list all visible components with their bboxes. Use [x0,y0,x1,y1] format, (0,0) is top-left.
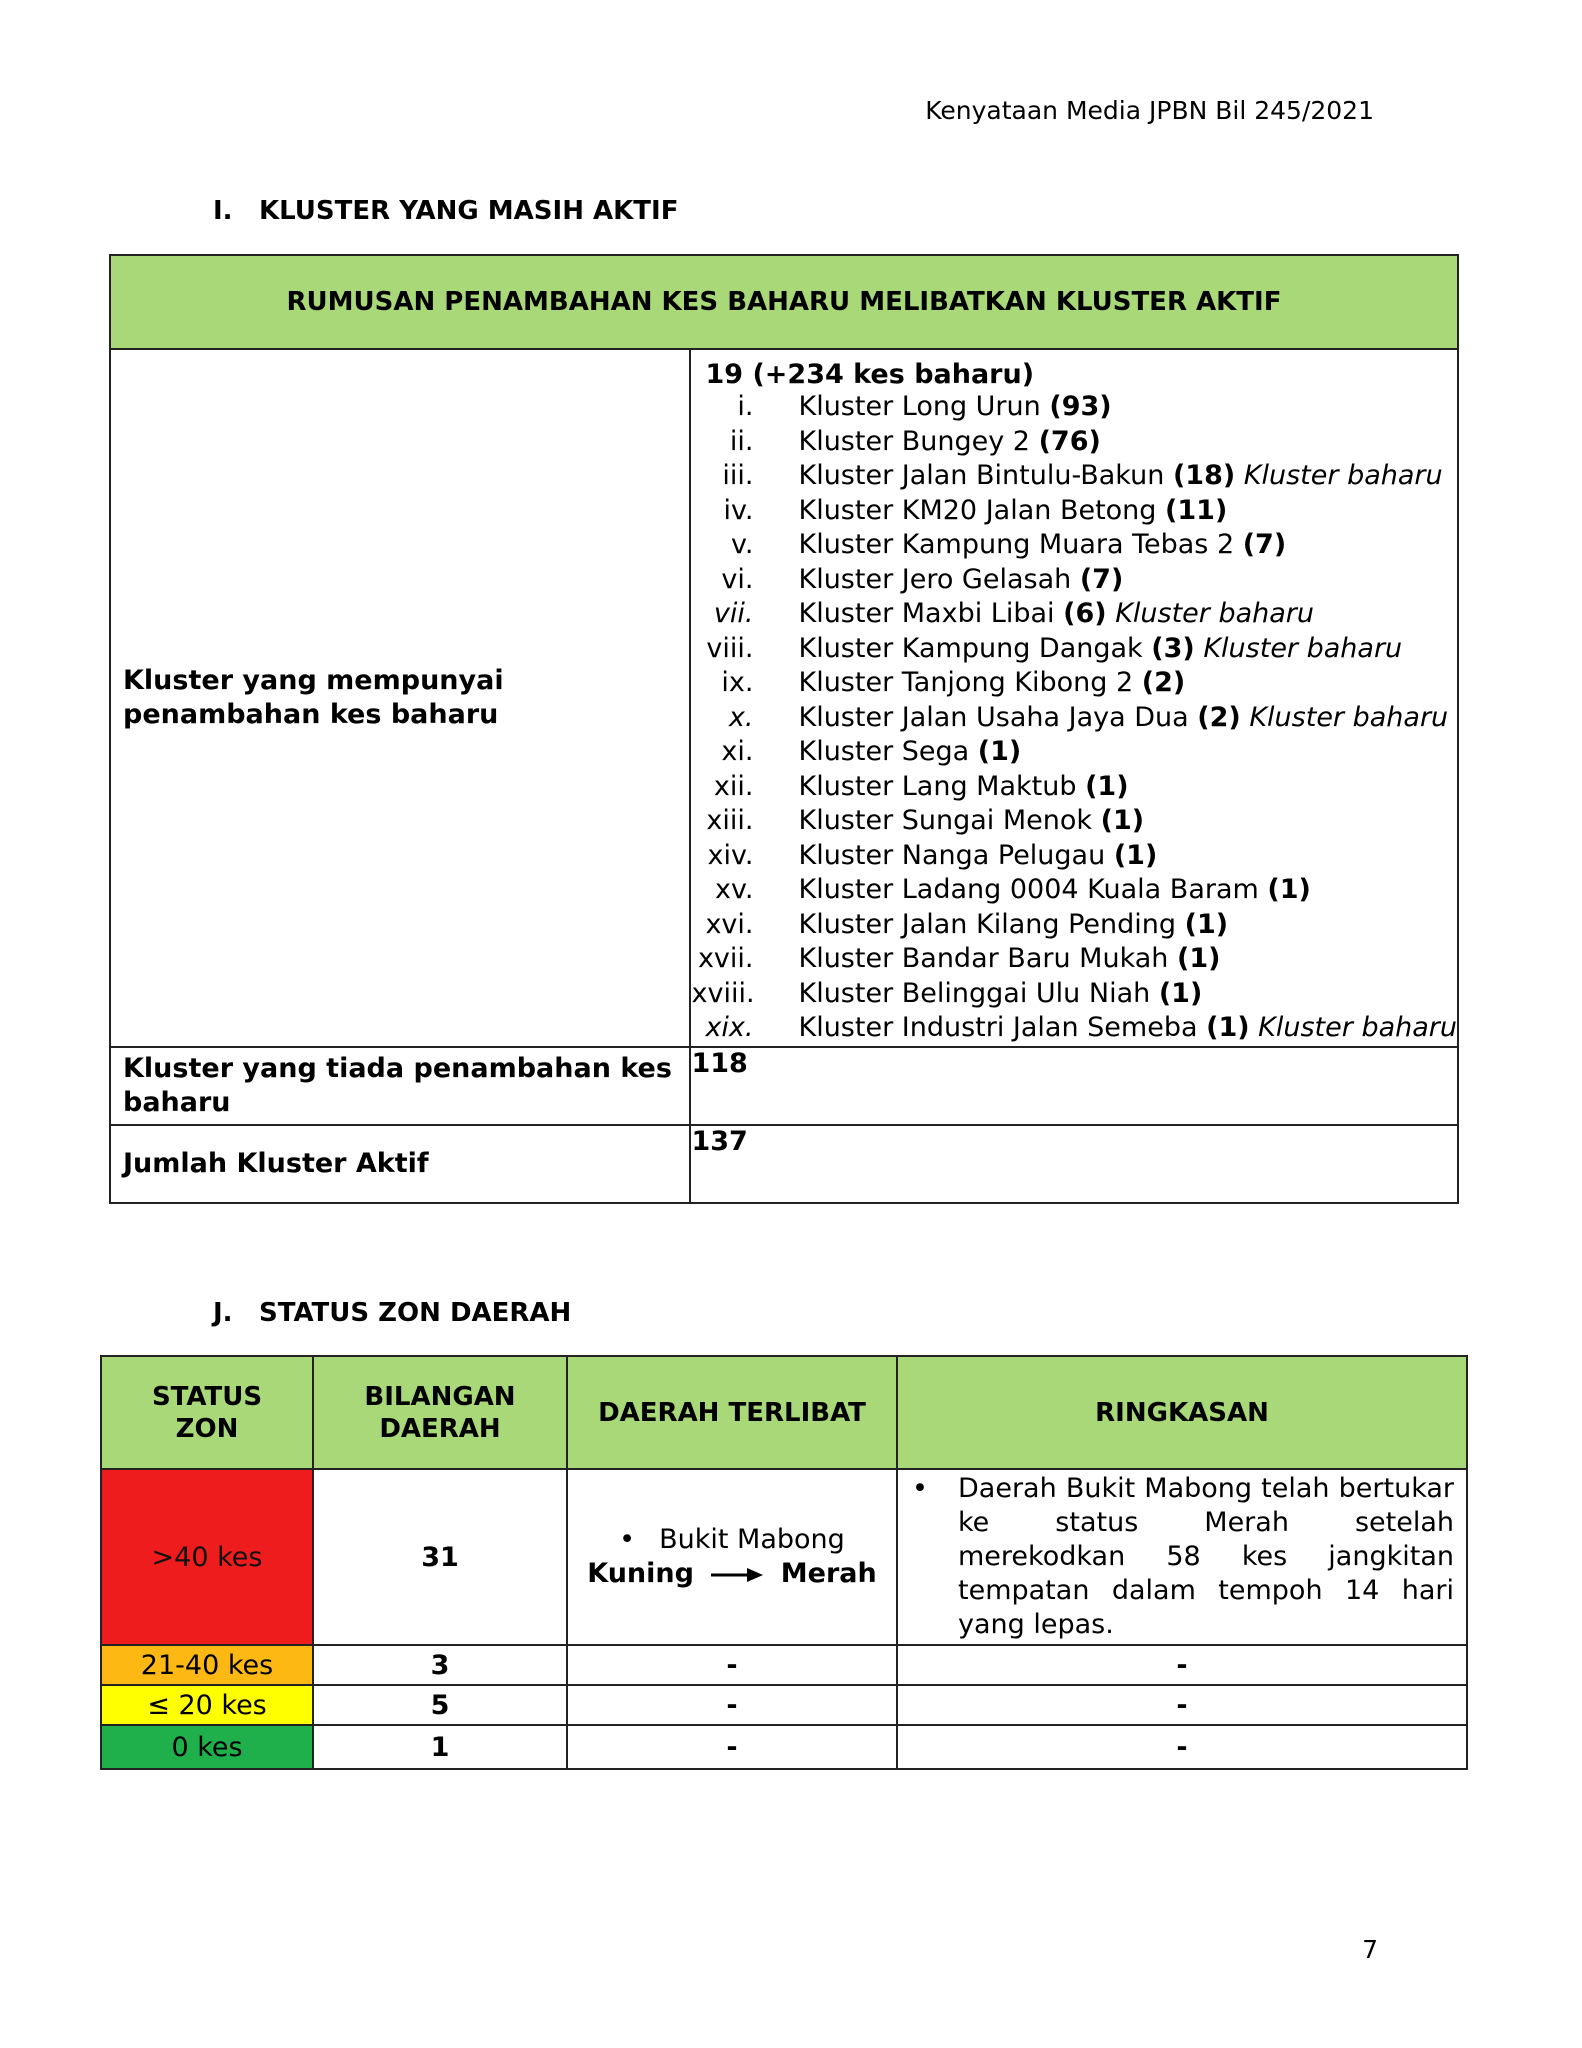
cluster-name: Kluster Tanjong Kibong 2 [798,667,1134,698]
page-number: 7 [1362,1935,1378,1964]
list-item [691,528,1457,563]
header-areas: DAERAH TERLIBAT [567,1356,897,1469]
zone-red-cell: >40 kes [101,1469,313,1645]
table-banner: RUMUSAN PENAMBAHAN KES BAHARU MELIBATKAN KLUSTER AKTIF [110,255,1458,349]
cluster-number: ix. [721,667,754,698]
cluster-case-count: (1) [1113,839,1158,871]
cluster-entry [798,701,1448,736]
total-active-clusters-label: Jumlah Kluster Aktif [110,1125,690,1203]
list-item [691,459,1457,494]
status-from: Kuning [587,1558,694,1589]
table-row [101,1685,1467,1725]
cluster-case-count: (3) [1151,632,1195,664]
area-name: Bukit Mabong [659,1524,845,1555]
cluster-case-count: (1) [1267,874,1311,905]
zone-orange-areas: - [567,1645,897,1685]
list-item [691,390,1457,425]
cluster-entry [798,804,1144,839]
cluster-number: xvi. [705,908,754,940]
list-item [691,425,1457,460]
summary-text: Daerah Bukit Mabong telah bertukar ke status Merah setelah merekodkan 58 kes jangkitan tempatan dalam tempoh 14 hari yang lepas. [958,1473,1454,1640]
cluster-case-count: (7) [1079,563,1124,595]
cluster-entry [798,908,1228,943]
cluster-entry [798,425,1100,460]
cluster-name: Kluster Jero Gelasah [798,563,1072,595]
cluster-case-count: (1) [977,736,1022,767]
cluster-entry [798,942,1220,977]
zone-yellow-count: 5 [313,1685,567,1725]
zone-yellow-summary: - [897,1685,1467,1725]
list-item [691,839,1457,874]
cluster-name: Kluster Long Urun [798,391,1041,422]
zone-orange-count: 3 [313,1645,567,1685]
cluster-entry [798,770,1128,805]
cluster-entry [798,666,1185,701]
list-item [691,908,1457,943]
new-cluster-tag: Kluster baharu [1115,598,1315,629]
clusters-with-new-cases-label: Kluster yang mempunyai penambahan kes baharu [110,349,690,1047]
cluster-number: xii. [713,770,754,802]
cluster-name: Kluster Jalan Bintulu-Bakun [798,460,1165,491]
cluster-name: Kluster Bungey 2 [798,425,1030,457]
cluster-number: v. [731,529,754,560]
cluster-name: Kluster Nanga Pelugau [798,839,1106,871]
section-j-title: STATUS ZON DAERAH [259,1298,572,1328]
cluster-case-count: (1) [1158,977,1203,1009]
cluster-case-count: (93) [1049,391,1112,422]
cluster-number: vii. [713,598,754,629]
list-item [691,942,1457,977]
cluster-entry [798,632,1402,667]
cluster-entry [798,528,1286,563]
list-item [691,804,1457,839]
new-cluster-tag: Kluster baharu [1203,632,1403,664]
cluster-name: Kluster Jalan Usaha Jaya Dua [798,701,1189,733]
active-cluster-table [109,254,1459,1204]
cluster-entry [798,597,1314,632]
new-cluster-tag: Kluster baharu [1249,701,1449,733]
status-change [569,1557,895,1591]
zone-red-areas [567,1469,897,1645]
cluster-name: Kluster Belinggai Ulu Niah [798,977,1151,1009]
header-count-line2: DAERAH [379,1413,501,1444]
cluster-entry [798,390,1111,425]
cluster-name: Kluster Jalan Kilang Pending [798,908,1177,940]
list-item [691,597,1457,632]
cluster-number: i. [737,391,754,422]
cluster-number: vi. [721,563,754,595]
section-j-heading [213,1298,571,1328]
list-item [691,701,1457,736]
table-row [101,1645,1467,1685]
total-active-clusters-value: 137 [690,1125,1458,1203]
cluster-entry [798,735,1021,770]
zone-yellow-areas: - [567,1685,897,1725]
cluster-case-count: (1) [1206,1012,1250,1043]
cluster-name: Kluster Sega [798,736,970,767]
cluster-name: Kluster Kampung Muara Tebas 2 [798,529,1235,560]
list-item [691,873,1457,908]
status-to: Merah [780,1558,877,1589]
zone-green-count: 1 [313,1725,567,1769]
cluster-number: viii. [706,632,754,664]
cluster-number: iv. [723,494,754,526]
district-zone-table [100,1355,1468,1770]
header-status-line1: STATUS [151,1381,263,1412]
section-i-letter: I. [213,196,233,226]
new-case-summary: 19 (+234 kes baharu) [705,359,1035,390]
list-item [691,770,1457,805]
arrow-right-icon [711,1567,763,1583]
cluster-number: xix. [705,1012,754,1043]
document-reference: Kenyataan Media JPBN Bil 245/2021 [925,96,1374,125]
zone-red-count: 31 [313,1469,567,1645]
cluster-entry [798,494,1227,529]
new-cluster-tag: Kluster baharu [1258,1012,1457,1043]
cluster-case-count: (1) [1176,943,1221,974]
cluster-name: Kluster Maxbi Libai [798,598,1055,629]
cluster-list-cell [690,349,1458,1047]
cluster-case-count: (1) [1184,908,1229,940]
section-i-title: KLUSTER YANG MASIH AKTIF [259,196,679,226]
cluster-number: xi. [721,736,754,767]
cluster-list [691,390,1457,1046]
zone-orange-cell: 21-40 kes [101,1645,313,1685]
cluster-number: x. [728,701,754,733]
clusters-no-new-cases-value: 118 [690,1047,1458,1125]
cluster-number: xvii. [697,943,754,974]
cluster-number: xviii. [691,977,755,1009]
table-row [101,1469,1467,1645]
header-count-line1: BILANGAN [364,1381,516,1412]
list-item [691,977,1457,1012]
cluster-entry [798,563,1123,598]
cluster-case-count: (11) [1165,494,1228,526]
cluster-name: Kluster Lang Maktub [798,770,1077,802]
cluster-case-count: (18) [1172,460,1236,491]
cluster-name: Kluster Bandar Baru Mukah [798,943,1169,974]
cluster-name: Kluster Industri Jalan Semeba [798,1012,1198,1043]
zone-yellow-cell: ≤ 20 kes [101,1685,313,1725]
list-item [691,632,1457,667]
cluster-number: xiv. [707,839,754,871]
cluster-number: iii. [722,460,754,491]
cluster-entry [798,1011,1457,1046]
cluster-entry [798,459,1442,494]
list-item [691,666,1457,701]
list-item [691,494,1457,529]
header-summary: RINGKASAN [897,1356,1467,1469]
zone-green-cell: 0 kes [101,1725,313,1769]
cluster-name: Kluster Ladang 0004 Kuala Baram [798,874,1259,905]
cluster-entry [798,839,1157,874]
table-row [101,1725,1467,1769]
bullet-icon: • [912,1473,928,1504]
cluster-entry [798,873,1310,908]
clusters-no-new-cases-label: Kluster yang tiada penambahan kes baharu [110,1047,690,1125]
cluster-number: ii. [729,425,754,457]
new-cluster-tag: Kluster baharu [1243,460,1443,491]
list-item [691,735,1457,770]
cluster-entry [798,977,1202,1012]
zone-orange-summary: - [897,1645,1467,1685]
zone-red-summary [897,1469,1467,1645]
cluster-name: Kluster Kampung Dangak [798,632,1143,664]
area-bullet: • Bukit Mabong [619,1524,845,1555]
cluster-case-count: (2) [1197,701,1241,733]
cluster-case-count: (2) [1141,667,1186,698]
cluster-case-count: (7) [1242,529,1287,560]
cluster-case-count: (76) [1038,425,1101,457]
cluster-number: xv. [715,874,754,905]
section-i-heading [213,196,678,226]
cluster-number: xiii. [706,805,754,836]
header-district-count [313,1356,567,1469]
list-item [691,563,1457,598]
cluster-case-count: (6) [1063,598,1107,629]
cluster-case-count: (1) [1085,770,1129,802]
cluster-name: Kluster Sungai Menok [798,805,1093,836]
list-item [691,1011,1457,1046]
cluster-name: Kluster KM20 Jalan Betong [798,494,1157,526]
section-j-letter: J. [213,1298,233,1328]
zone-green-areas: - [567,1725,897,1769]
zone-green-summary: - [897,1725,1467,1769]
header-status-zone [101,1356,313,1469]
header-status-line2: ZON [175,1413,239,1444]
cluster-case-count: (1) [1100,805,1145,836]
